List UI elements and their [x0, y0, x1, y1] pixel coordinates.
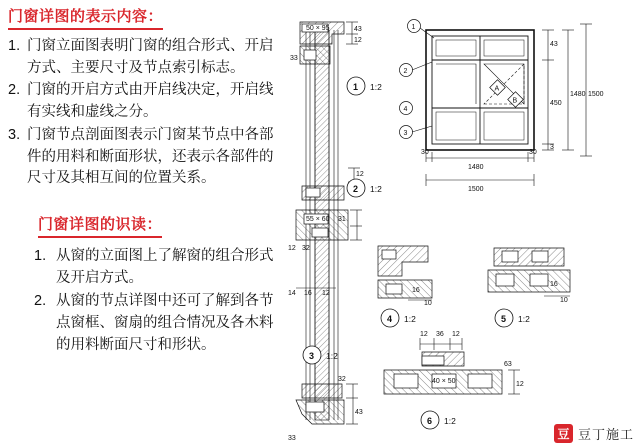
node1-dim-12: 12: [354, 37, 362, 44]
node2-dim-size: 55 × 60: [306, 216, 330, 223]
callout-4-scale: 1:2: [404, 314, 416, 324]
node2-dim-16: 16: [304, 290, 312, 297]
list-item: [8, 36, 280, 80]
node6-dim-12b: 12: [452, 331, 460, 338]
node6-dim-size: 40 × 50: [432, 378, 456, 385]
explanation-text-column: [8, 8, 280, 438]
dim-v-1480: 1480: [570, 91, 586, 98]
list-item-text: 门窗的开启方式由开启线决定，开启线有实线和虚线之分。: [27, 82, 274, 120]
callout-6-id: 6: [427, 416, 433, 426]
node4-dim-16: 16: [412, 287, 420, 294]
node5-dim-10: 10: [560, 297, 568, 304]
node-detail-5: [488, 248, 570, 327]
list-item-number: 1.: [34, 247, 47, 264]
brand-name: 豆丁施工: [577, 427, 634, 442]
list-item-text: 门窗节点剖面图表示门窗某节点中各部件的用料和断面形状，还表示各部件的尺寸及其相互间的位置关系。: [27, 126, 274, 187]
list-item-number: 2.: [34, 293, 47, 310]
dim-h-30a: 30: [421, 149, 429, 156]
node3-dim-32: 32: [338, 376, 346, 383]
dim-h-30b: 30: [529, 149, 537, 156]
list-item-text: 门窗立面图表明门窗的组合形式、开启方式、主要尺寸及节点索引标志。: [27, 37, 274, 76]
node2-dim-12: 12: [356, 171, 364, 178]
callout-5-scale: 1:2: [518, 314, 530, 324]
elevation-horizontal-dims: [421, 149, 537, 193]
section1-list: [8, 36, 280, 190]
node1-dim-size: 50 × 95: [306, 25, 330, 32]
node6-dim-12c: 12: [516, 381, 524, 388]
callout-4-id: 4: [387, 314, 393, 324]
callout-3-scale: 1:2: [326, 351, 338, 361]
marker-B: B: [512, 97, 518, 105]
callout-1-id: 1: [353, 82, 359, 92]
node2-dim-32: 32: [302, 245, 310, 252]
list-item-text: 从窗的立面图上了解窗的组合形式及开启方式。: [56, 247, 274, 286]
drawing-svg: [282, 0, 640, 448]
node2-dim-31: 31: [338, 216, 346, 223]
list-item: [8, 125, 280, 190]
callout-1-scale: 1:2: [370, 82, 382, 92]
list-item-number: 2.: [8, 82, 21, 99]
node6-dim-63: 63: [504, 361, 512, 368]
list-item-text: 从窗的节点详图中还可了解到各节点窗框、窗扇的组合情况及各木料的用料断面尺寸和形状。: [56, 293, 274, 353]
node6-dim-12: 12: [420, 331, 428, 338]
callout-5-id: 5: [501, 314, 507, 324]
marker-3: 3: [403, 130, 408, 137]
node3-dim-33: 33: [288, 435, 296, 442]
dim-v-3: 3: [550, 144, 554, 151]
node-detail-4: [378, 246, 432, 327]
section2: [8, 216, 280, 357]
list-item-number: 1.: [8, 37, 21, 54]
dim-v-1500: 1500: [588, 91, 604, 98]
section1-heading: 门窗详图的表示内容：: [8, 8, 163, 30]
window-elevation: [400, 20, 604, 194]
node5-dim-16: 16: [550, 281, 558, 288]
list-item: [8, 80, 280, 124]
elevation-vertical-dims: [542, 24, 604, 156]
list-item: [34, 291, 280, 356]
list-item-number: 3.: [8, 126, 21, 143]
section2-list: [8, 246, 280, 357]
brand-logo-icon: 豆: [554, 424, 573, 443]
node2-dim-14: 14: [288, 290, 296, 297]
marker-A: A: [494, 85, 500, 93]
dim-v-43: 43: [550, 41, 558, 48]
dim-h-1480: 1480: [468, 164, 484, 171]
node4-dim-10: 10: [424, 300, 432, 307]
node2-dim-12c: 12: [322, 290, 330, 297]
list-item: [34, 246, 280, 290]
node6-dim-36: 36: [436, 331, 444, 338]
node-detail-6: [384, 331, 524, 429]
node1-dim-33: 33: [290, 55, 298, 62]
callout-3-id: 3: [309, 351, 315, 361]
marker-4: 4: [403, 106, 408, 113]
node2-dim-12b: 12: [288, 245, 296, 252]
technical-drawing-area: [282, 0, 640, 448]
section2-heading: 门窗详图的识读：: [38, 216, 162, 238]
node1-dim-43: 43: [354, 26, 362, 33]
callout-2-id: 2: [353, 184, 359, 194]
callout-2-scale: 1:2: [370, 184, 382, 194]
watermark-footer: [554, 424, 634, 443]
section1: [8, 8, 280, 190]
dim-v-450: 450: [550, 100, 562, 107]
marker-1: 1: [411, 24, 416, 31]
node3-dim-43: 43: [355, 409, 363, 416]
dim-h-1500: 1500: [468, 186, 484, 193]
callout-6-scale: 1:2: [444, 416, 456, 426]
marker-2: 2: [403, 68, 408, 75]
